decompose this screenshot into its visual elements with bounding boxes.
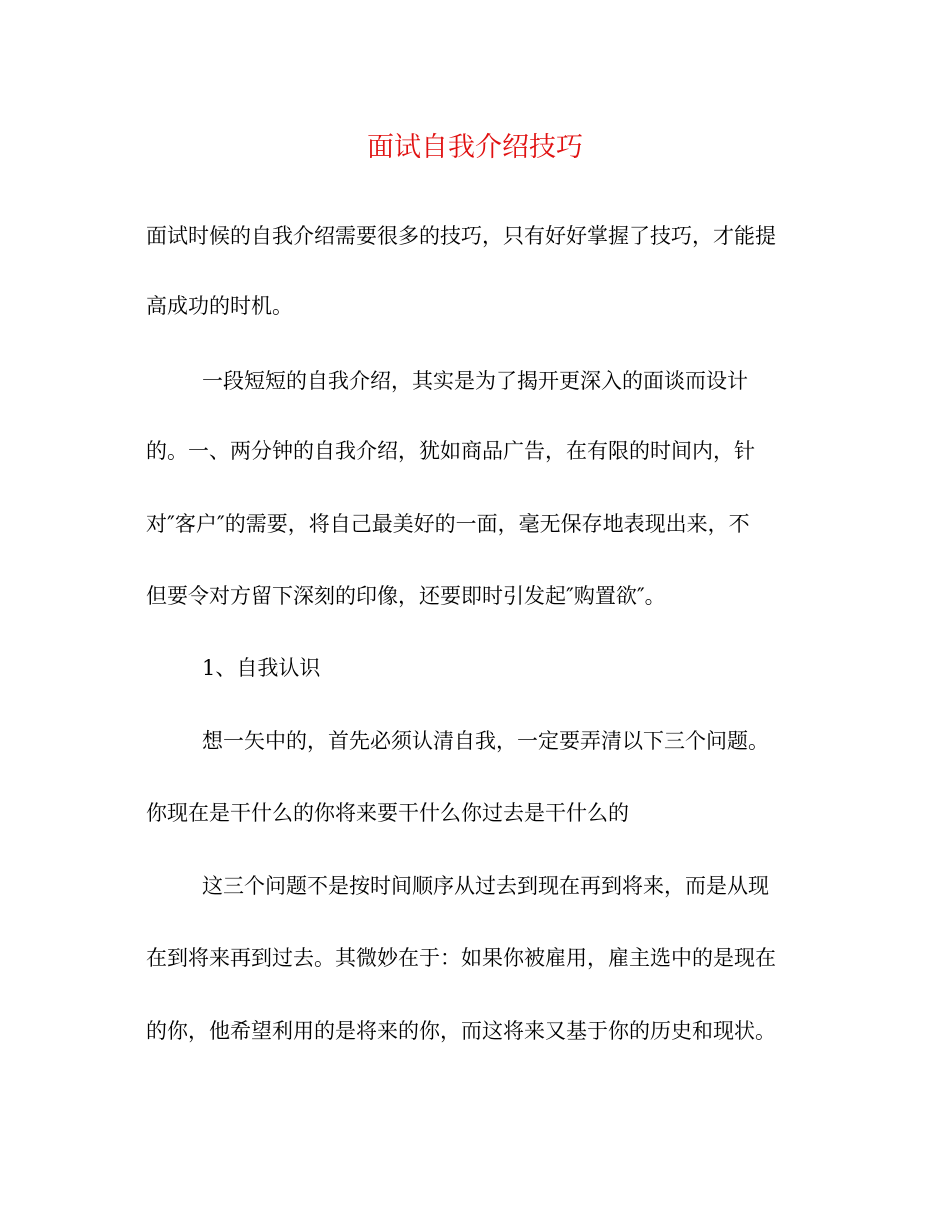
paragraph-line: 的。一、两分钟的自我介绍，犹如商品广告，在有限的时间内，针 [146,439,755,463]
paragraph-line: 在到将来再到过去。其微妙在于：如果你被雇用，雇主选中的是现在 [146,946,776,970]
document-title: 面试自我介绍技巧 [367,132,583,163]
paragraph-line: 这三个问题不是按时间顺序从过去到现在再到将来，而是从现 [202,874,769,898]
paragraph-line: 一段短短的自我介绍，其实是为了揭开更深入的面谈而设计 [202,369,748,393]
paragraph-line: 但要令对方留下深刻的印像，还要即时引发起″购置欲″。 [146,584,666,608]
paragraph-line: 面试时候的自我介绍需要很多的技巧，只有好好掌握了技巧，才能提 [146,224,776,248]
paragraph-line: 对″客户″的需要，将自己最美好的一面，毫无保存地表现出来，不 [146,512,750,536]
section-heading: 1、自我认识 [202,656,321,680]
paragraph-line: 高成功的时机。 [146,294,293,318]
paragraph-line: 你现在是干什么的你将来要干什么你过去是干什么的 [146,801,629,825]
paragraph-line: 想一矢中的，首先必须认清自我，一定要弄清以下三个问题。 [202,729,769,753]
paragraph-line: 的你，他希望利用的是将来的你，而这将来又基于你的历史和现状。 [146,1019,776,1043]
